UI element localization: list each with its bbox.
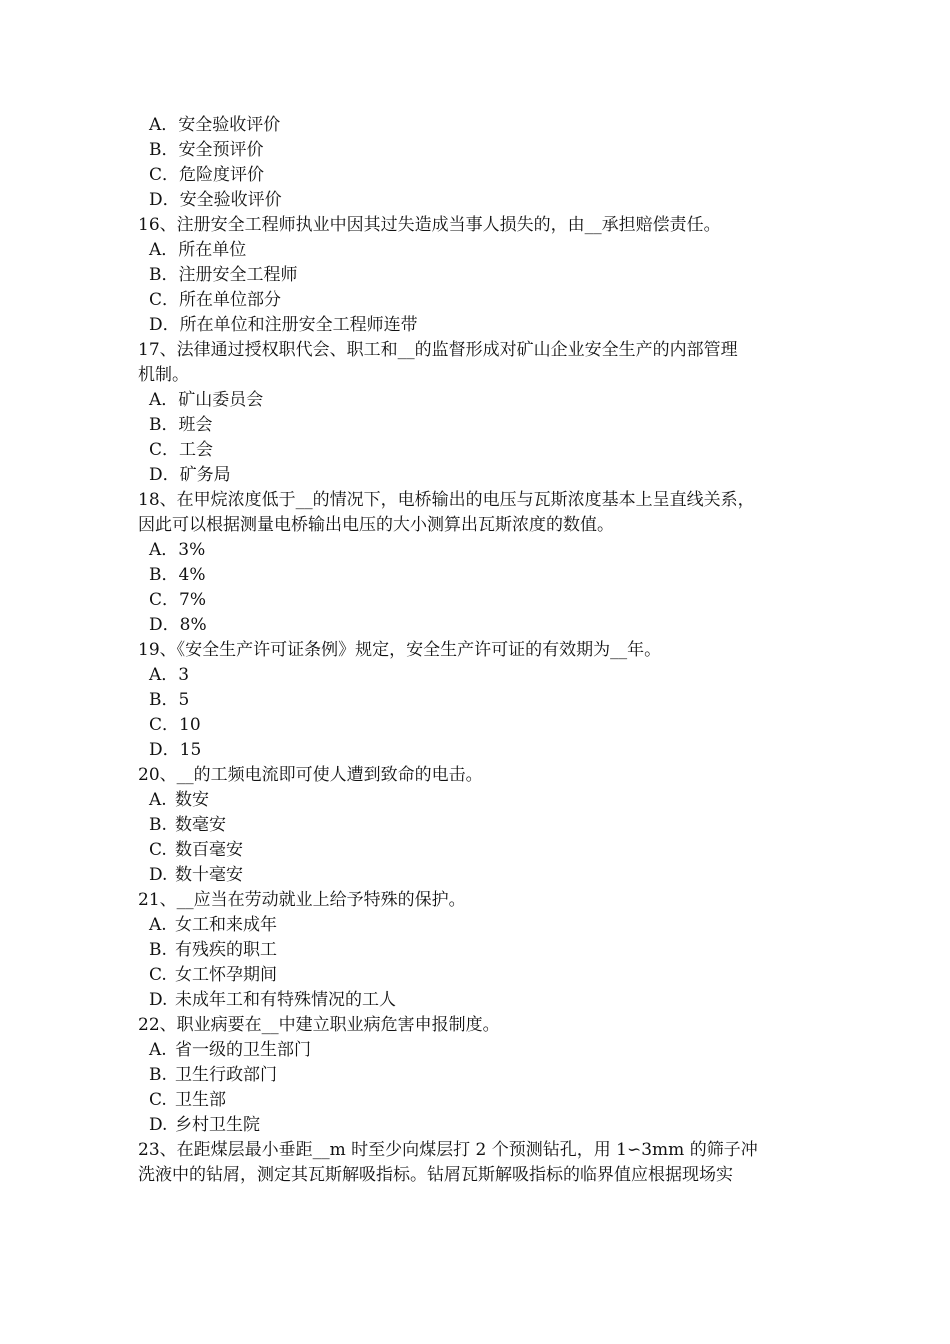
option-letter: C． [149, 590, 180, 610]
option-letter: B． [149, 140, 179, 160]
option-text: 工会 [179, 440, 214, 460]
question-text: 19、《安全生产许可证条例》规定，安全生产许可证的有效期为__年。 [138, 640, 662, 660]
option-text: 女工怀孕期间 [175, 965, 277, 985]
answer-option [138, 438, 828, 463]
option-letter: A． [149, 240, 179, 260]
option-text: 3% [178, 540, 206, 560]
option-letter: B． [149, 265, 179, 285]
answer-option [138, 388, 828, 413]
question-text: 机制。 [138, 365, 189, 385]
answer-option [138, 563, 828, 588]
option-text: 卫生行政部门 [175, 1065, 277, 1085]
option-letter: A． [149, 115, 179, 135]
option-letter: C． [149, 290, 180, 310]
answer-option [138, 863, 828, 888]
option-letter: D. [149, 990, 168, 1010]
option-text: 所在单位部分 [179, 290, 282, 310]
option-letter: D． [149, 615, 180, 635]
option-letter: C． [149, 440, 180, 460]
answer-option [138, 838, 828, 863]
option-letter: A. [149, 790, 167, 810]
answer-option [138, 988, 828, 1013]
option-text: 乡村卫生院 [175, 1115, 260, 1135]
answer-option [138, 813, 828, 838]
option-text: 所在单位 [178, 240, 247, 260]
question-text: 16、注册安全工程师执业中因其过失造成当事人损失的，由__承担赔偿责任。 [138, 215, 721, 235]
option-text: 未成年工和有特殊情况的工人 [175, 990, 396, 1010]
option-text: 数百毫安 [175, 840, 243, 860]
option-letter: A． [149, 390, 179, 410]
option-text: 8% [179, 615, 207, 635]
option-letter: C． [149, 715, 180, 735]
answer-option [138, 663, 828, 688]
option-text: 4% [178, 565, 206, 585]
option-text: 安全预评价 [178, 140, 264, 160]
option-text: 矿务局 [179, 465, 231, 485]
option-letter: C. [149, 840, 167, 860]
option-letter: D． [149, 740, 180, 760]
answer-option [138, 788, 828, 813]
option-text: 5 [178, 690, 190, 710]
option-text: 数安 [175, 790, 209, 810]
question-text: 21、__应当在劳动就业上给予特殊的保护。 [138, 890, 466, 910]
answer-option [138, 713, 828, 738]
option-letter: C. [149, 965, 167, 985]
question-text: 22、职业病要在__中建立职业病危害申报制度。 [138, 1015, 500, 1035]
answer-option [138, 538, 828, 563]
option-letter: A． [149, 665, 179, 685]
answer-option [138, 138, 828, 163]
answer-option [138, 913, 828, 938]
answer-option [138, 113, 828, 138]
option-text: 7% [179, 590, 206, 610]
answer-option [138, 688, 828, 713]
option-letter: B. [149, 815, 167, 835]
option-text: 注册安全工程师 [178, 265, 298, 285]
answer-option [138, 588, 828, 613]
option-letter: A. [149, 1040, 167, 1060]
option-text: 数毫安 [175, 815, 226, 835]
option-text: 班会 [178, 415, 213, 435]
option-text: 10 [179, 715, 201, 735]
option-text: 数十毫安 [175, 865, 243, 885]
answer-option [138, 263, 828, 288]
option-letter: D. [149, 1115, 168, 1135]
option-text: 危险度评价 [179, 165, 265, 185]
option-letter: B. [149, 1065, 167, 1085]
answer-option [138, 938, 828, 963]
option-letter: D． [149, 465, 180, 485]
option-letter: C. [149, 1090, 167, 1110]
question-text: 23、在距煤层最小垂距__m 时至少向煤层打 2 个预测钻孔，用 1∽3mm 的筛子冲 [138, 1140, 758, 1160]
answer-option [138, 738, 828, 763]
option-letter: B． [149, 565, 179, 585]
question-text: 20、__的工频电流即可使人遭到致命的电击。 [138, 765, 483, 785]
answer-option [138, 238, 828, 263]
option-text: 矿山委员会 [178, 390, 264, 410]
option-letter: B． [149, 690, 179, 710]
answer-option [138, 313, 828, 338]
answer-option [138, 463, 828, 488]
option-letter: A． [149, 540, 179, 560]
option-text: 所在单位和注册安全工程师连带 [179, 315, 418, 335]
answer-option [138, 163, 828, 188]
option-letter: D． [149, 315, 180, 335]
option-text: 卫生部 [175, 1090, 226, 1110]
answer-option [138, 1063, 828, 1088]
option-letter: D. [149, 865, 168, 885]
answer-option [138, 1088, 828, 1113]
option-text: 有残疾的职工 [175, 940, 277, 960]
answer-option [138, 1113, 828, 1138]
option-text: 15 [179, 740, 202, 760]
question-text: 17、法律通过授权职代会、职工和__的监督形成对矿山企业安全生产的内部管理 [138, 340, 738, 360]
option-letter: B. [149, 940, 167, 960]
question-text: 18、在甲烷浓度低于__的情况下，电桥输出的电压与瓦斯浓度基本上呈直线关系， [138, 490, 755, 510]
answer-option [138, 1038, 828, 1063]
answer-option [138, 188, 828, 213]
option-text: 安全验收评价 [179, 190, 282, 210]
option-text: 3 [178, 665, 190, 685]
question-text: 洗液中的钻屑，测定其瓦斯解吸指标。钻屑瓦斯解吸指标的临界值应根据现场实 [138, 1165, 733, 1185]
option-text: 女工和来成年 [175, 915, 277, 935]
option-letter: D． [149, 190, 180, 210]
option-letter: C． [149, 165, 180, 185]
option-letter: B． [149, 415, 179, 435]
option-text: 安全验收评价 [178, 115, 281, 135]
answer-option [138, 413, 828, 438]
answer-option [138, 963, 828, 988]
answer-option [138, 288, 828, 313]
document-body [138, 113, 828, 1188]
question-text: 因此可以根据测量电桥输出电压的大小测算出瓦斯浓度的数值。 [138, 515, 614, 535]
option-text: 省一级的卫生部门 [175, 1040, 311, 1060]
option-letter: A. [149, 915, 167, 935]
answer-option [138, 613, 828, 638]
